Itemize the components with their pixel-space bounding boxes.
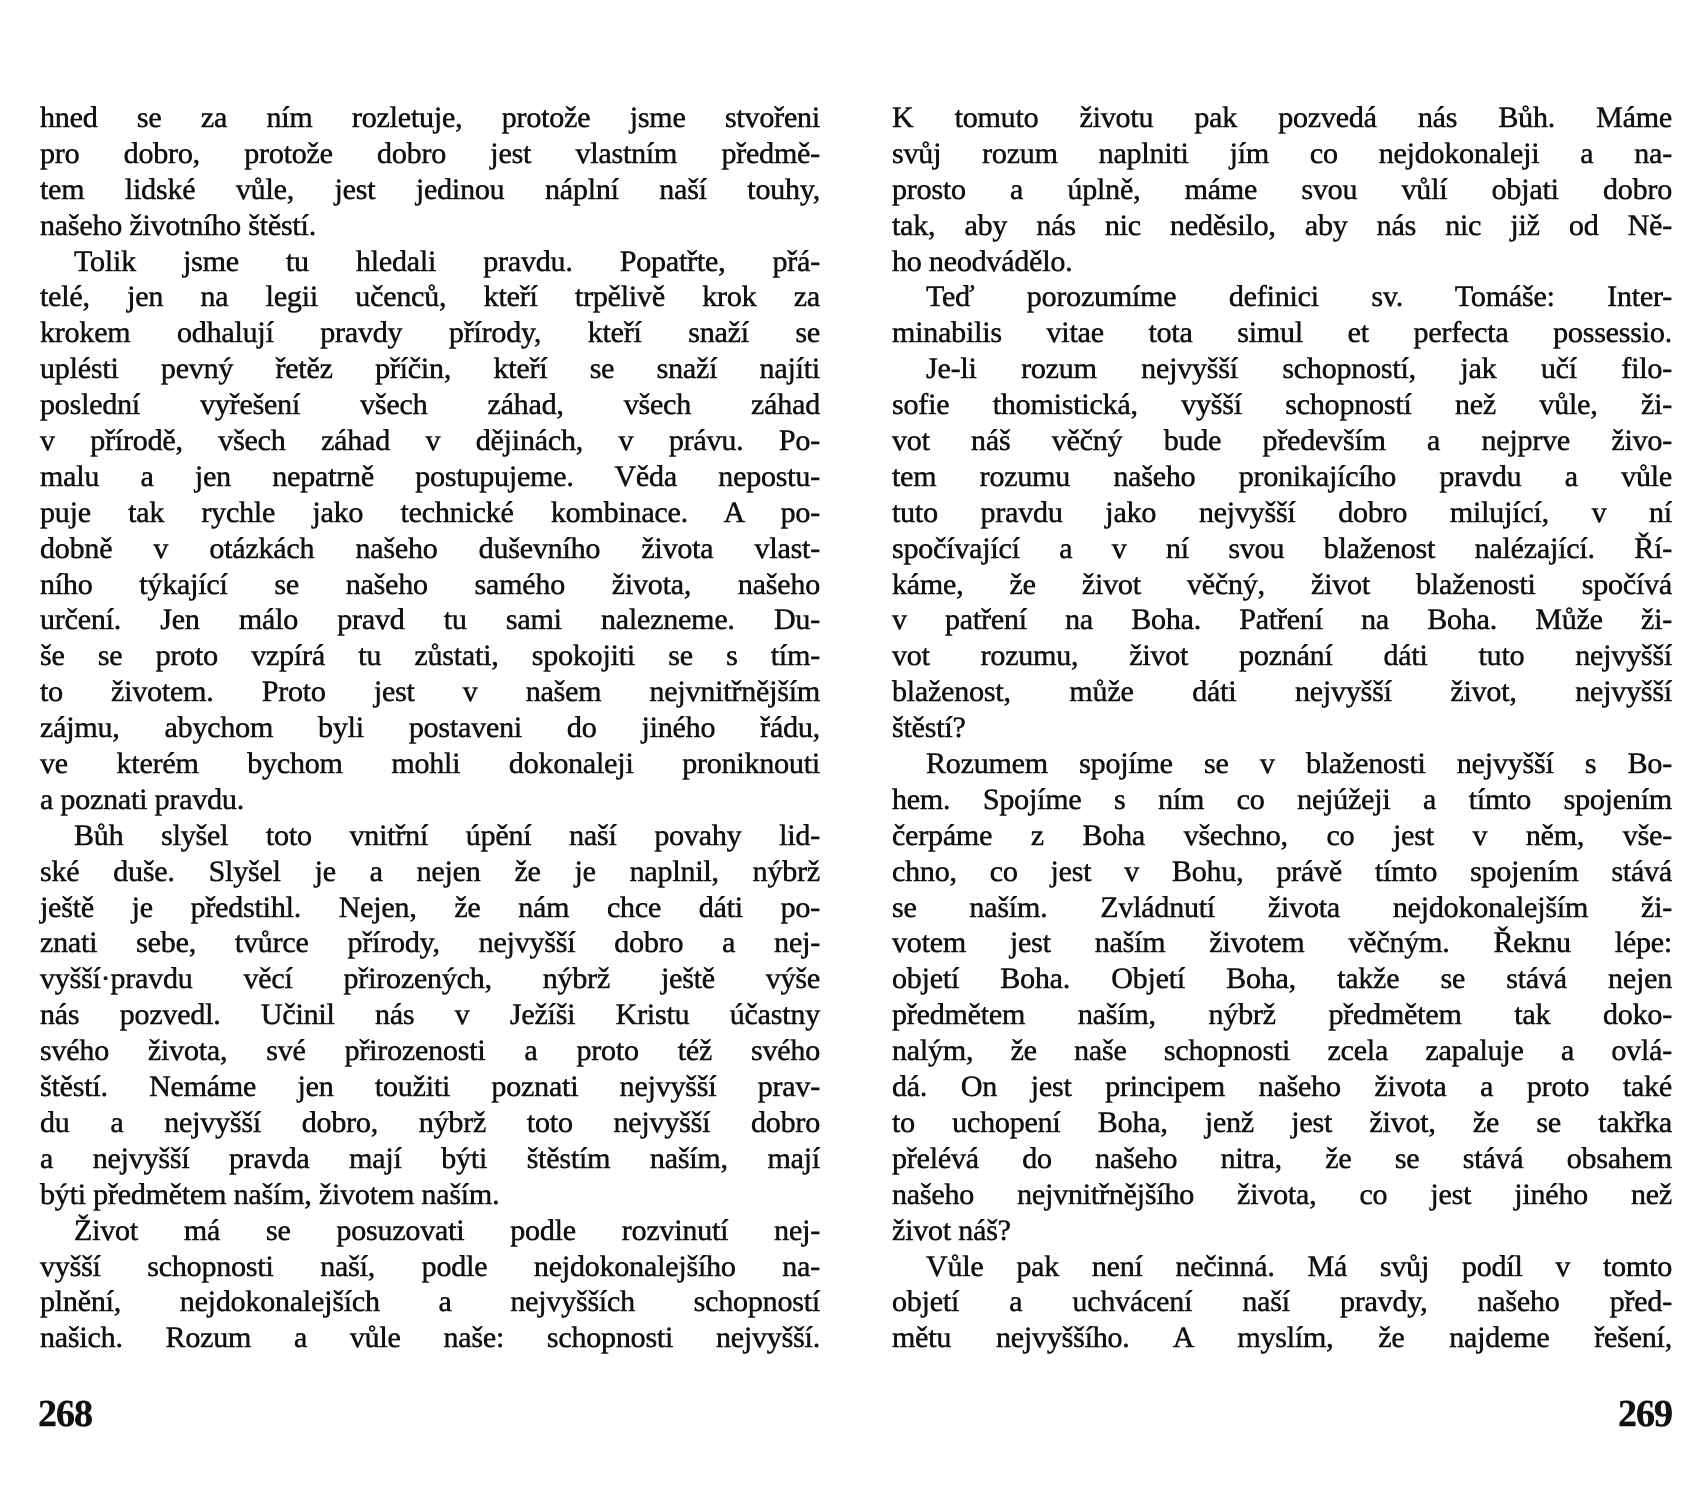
text-line: tak, aby nás nic neděsilo, aby nás nic již od Ně- xyxy=(892,208,1672,242)
text-line: našich. Rozum a vůle naše: schopnosti nejvyšší. xyxy=(40,1321,820,1355)
text-line: přelévá do našeho nitra, že se stává obsahem xyxy=(892,1141,1672,1175)
text-line: tuto pravdu jako nejvyšší dobro milující, v ní xyxy=(892,495,1672,529)
text-line: předmětem naším, nýbrž předmětem tak doko- xyxy=(892,998,1672,1032)
text-line: káme, že život věčný, život blaženosti spočívá xyxy=(892,567,1672,601)
text-line: štěstí. Nemáme jen toužiti poznati nejvyšší prav- xyxy=(40,1070,820,1104)
text-line: dobně v otázkách našeho duševního života vlast- xyxy=(40,531,820,565)
text-line: v patření na Boha. Patření na Boha. Může ži- xyxy=(892,603,1672,637)
text-line: malu a jen nepatrně postupujeme. Věda nepostu- xyxy=(40,459,820,493)
text-line: telé, jen na legii učenců, kteří trpělivě krok za xyxy=(40,280,820,314)
text-line: plnění, nejdokonalejších a nejvyšších schopností xyxy=(40,1285,820,1319)
text-line: to životem. Proto jest v našem nejvnitřnějším xyxy=(40,675,820,709)
text-line: svůj rozum naplniti jím co nejdokonaleji a na- xyxy=(892,136,1672,170)
text-line: tem rozumu našeho pronikajícího pravdu a vůle xyxy=(892,459,1672,493)
text-line: dá. On jest principem našeho života a proto také xyxy=(892,1070,1672,1104)
text-line: Rozumem spojíme se v blaženosti nejvyšší s Bo- xyxy=(926,747,1672,781)
text-line: tem lidské vůle, jest jedinou náplní naší touhy, xyxy=(40,172,820,206)
text-line: Vůle pak není nečinná. Má svůj podíl v tomto xyxy=(926,1249,1672,1283)
text-line: určení. Jen málo pravd tu sami nalezneme. Du- xyxy=(40,603,820,637)
text-line: hem. Spojíme s ním co nejúžeji a tímto spojením xyxy=(892,782,1672,816)
text-line: Teď porozumíme definici sv. Tomáše: Inter- xyxy=(926,280,1672,314)
text-line: du a nejvyšší dobro, nýbrž toto nejvyšší dobro xyxy=(40,1105,820,1139)
text-line: nás pozvedl. Učinil nás v Ježíši Kristu účastny xyxy=(40,998,820,1032)
text-line: čerpáme z Boha všechno, co jest v něm, vše- xyxy=(892,818,1672,852)
text-line: našeho životního štěstí. xyxy=(40,208,316,242)
text-line: puje tak rychle jako technické kombinace. A po- xyxy=(40,495,820,529)
right-page-number: 269 xyxy=(1618,1393,1672,1435)
text-line: vot rozumu, život poznání dáti tuto nejvyšší xyxy=(892,639,1672,673)
text-line: objetí a uchvácení naší pravdy, našeho před- xyxy=(892,1285,1672,1319)
text-line: še se proto vzpírá tu zůstati, spokojiti se s tím- xyxy=(40,639,820,673)
text-line: zájmu, abychom byli postaveni do jiného řádu, xyxy=(40,711,820,745)
text-line: chno, co jest v Bohu, právě tímto spojením stává xyxy=(892,854,1672,888)
text-line: mětu nejvyššího. A myslím, že najdeme řešení, xyxy=(892,1321,1672,1355)
text-line: pro dobro, protože dobro jest vlastním předmě- xyxy=(40,136,820,170)
left-page-text xyxy=(40,100,820,1356)
left-page-number: 268 xyxy=(38,1393,92,1435)
text-line: Život má se posuzovati podle rozvinutí nej- xyxy=(74,1213,820,1247)
text-line: ního týkající se našeho samého života, našeho xyxy=(40,567,820,601)
right-page-text xyxy=(892,100,1672,1356)
text-line: svého života, své přirozenosti a proto též svého xyxy=(40,1034,820,1068)
text-line: štěstí? xyxy=(892,711,966,745)
text-line: se naším. Zvládnutí života nejdokonalejším ži- xyxy=(892,890,1672,924)
text-line: ské duše. Slyšel je a nejen že je naplnil, nýbrž xyxy=(40,854,820,888)
text-line: život náš? xyxy=(892,1213,1011,1247)
text-line: a nejvyšší pravda mají býti štěstím naším, mají xyxy=(40,1141,820,1175)
text-line: vot náš věčný bude především a nejprve živo- xyxy=(892,424,1672,458)
text-line: to uchopení Boha, jenž jest život, že se takřka xyxy=(892,1105,1672,1139)
text-line: blaženost, může dáti nejvyšší život, nejvyšší xyxy=(892,675,1672,709)
text-line: a poznati pravdu. xyxy=(40,782,245,816)
text-line: krokem odhalují pravdy přírody, kteří snaží se xyxy=(40,316,820,350)
text-line: ho neodvádělo. xyxy=(892,244,1073,278)
text-line: votem jest naším životem věčným. Řeknu lépe: xyxy=(892,926,1672,960)
text-line: spočívající a v ní svou blaženost nalézající. Ří- xyxy=(892,531,1672,565)
text-line: vyšší·pravdu věcí přirozených, nýbrž ještě výše xyxy=(40,962,820,996)
text-line: uplésti pevný řetěz příčin, kteří se snaží najíti xyxy=(40,352,820,386)
text-line: Bůh slyšel toto vnitřní úpění naší povahy lid- xyxy=(74,818,820,852)
text-line: znati sebe, tvůrce přírody, nejvyšší dobro a nej- xyxy=(40,926,820,960)
text-line: sofie thomistická, vyšší schopností než vůle, ži- xyxy=(892,388,1672,422)
text-line: vyšší schopnosti naší, podle nejdokonalejšího na- xyxy=(40,1249,820,1283)
text-line: ve kterém bychom mohli dokonaleji proniknouti xyxy=(40,747,820,781)
text-line: prosto a úplně, máme svou vůlí objati dobro xyxy=(892,172,1672,206)
text-line: nalým, že naše schopnosti zcela zapaluje a ovlá- xyxy=(892,1034,1672,1068)
text-line: Je-li rozum nejvyšší schopností, jak učí filo- xyxy=(926,352,1672,386)
text-line: minabilis vitae tota simul et perfecta possessio. xyxy=(892,316,1672,350)
text-line: ještě je předstihl. Nejen, že nám chce dáti po- xyxy=(40,890,820,924)
text-line: v přírodě, všech záhad v dějinách, v právu. Po- xyxy=(40,424,820,458)
text-line: objetí Boha. Objetí Boha, takže se stává nejen xyxy=(892,962,1672,996)
text-line: K tomuto životu pak pozvedá nás Bůh. Máme xyxy=(892,101,1672,134)
text-line: hned se za ním rozletuje, protože jsme stvořeni xyxy=(40,101,820,134)
text-line: našeho nejvnitřnějšího života, co jest jiného než xyxy=(892,1177,1672,1211)
text-line: Tolik jsme tu hledali pravdu. Popatřte, přá- xyxy=(74,244,820,278)
text-line: poslední vyřešení všech záhad, všech záhad xyxy=(40,388,820,422)
text-line: býti předmětem naším, životem naším. xyxy=(40,1177,500,1211)
